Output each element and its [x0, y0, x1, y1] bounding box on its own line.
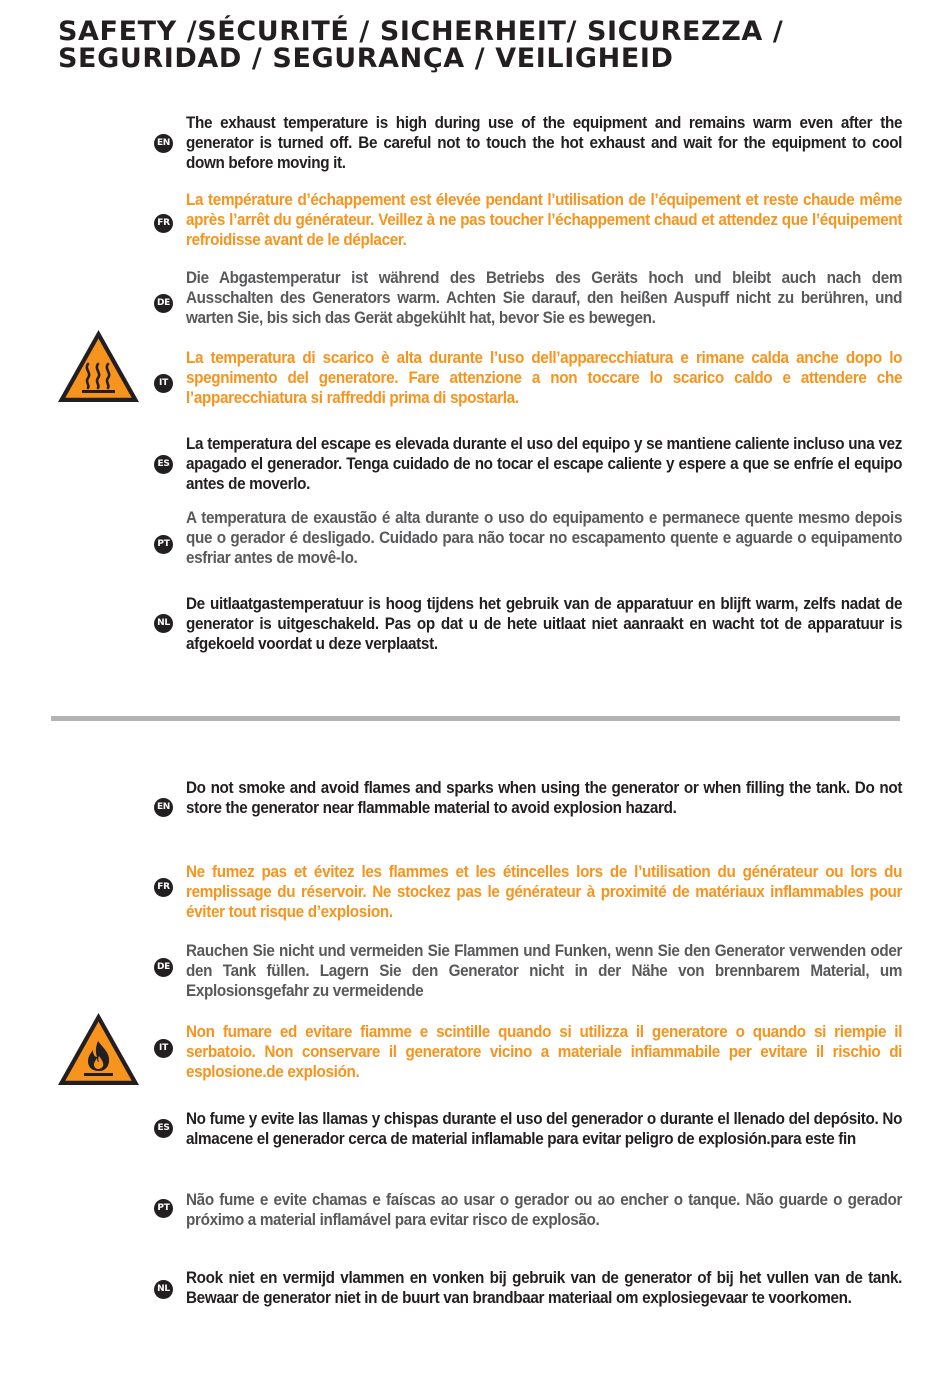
lang-badge-it: IT: [154, 374, 173, 393]
hot-exhaust-text-nl: De uitlaatgastemperatuur is hoog tijdens het gebruik van de apparatuur en blijft warm, zelfs nadat de generator is uitgeschakeld. Pas op dat u de hete uitlaat niet aanraakt en wacht tot de apparatuur is afgekoeld voordat u deze verplaatst.: [186, 595, 903, 653]
lang-badge-en: EN: [154, 134, 173, 153]
lang-badge-fr: FR: [154, 214, 173, 233]
lang-badge-nl: NL: [154, 1280, 173, 1299]
flammable-text-fr: Ne fumez pas et évitez les flammes et les étincelles lors de l’utilisation du générateur ou lors du remplissage du réservoir. Ne stockez pas le générateur à proximité de matériaux inflammables pour éviter tout risque d’explosion.: [186, 863, 903, 921]
hot-exhaust-text-de: Die Abgastemperatur ist während des Betriebs des Geräts hoch und bleibt auch nach dem Ausschalten des Generators warm. Achten Sie darauf, den heißen Auspuff nicht zu berühren, und warten Sie, bis sich das Gerät abgekühlt hat, bevor Sie es bewegen.: [186, 269, 903, 327]
lang-badge-es: ES: [154, 455, 173, 474]
section-divider: [51, 716, 900, 721]
flammable-warning-icon: [56, 1011, 141, 1087]
lang-badge-pt: PT: [154, 1199, 173, 1218]
hot-exhaust-text-pt: A temperatura de exaustão é alta durante o uso do equipamento e permanece quente mesmo depois que o gerador é desligado. Cuidado para não tocar no escapamento quente e aguarde o equipamento esfriar antes de movê-lo.: [186, 509, 903, 567]
lang-badge-nl: NL: [154, 614, 173, 633]
page-title-line-1: SAFETY /SÉCURITÉ / SICHERHEIT/ SICUREZZA /: [58, 16, 784, 47]
flammable-text-pt: Não fume e evite chamas e faíscas ao usar o gerador ou ao encher o tanque. Não guarde o gerador próximo a material inflamável para evitar risco de explosão.: [186, 1191, 903, 1229]
flammable-text-nl: Rook niet en vermijd vlammen en vonken bij gebruik van de generator of bij het vullen van de tank. Bewaar de generator niet in de buurt van brandbaar materiaal om explosiegevaar te voorkomen.: [186, 1269, 903, 1307]
flammable-text-de: Rauchen Sie nicht und vermeiden Sie Flammen und Funken, wenn Sie den Generator verwenden oder den Tank füllen. Lagern Sie den Generator nicht in der Nähe von brennbarem Material, um Explosionsgefahr zu vermeidende: [186, 942, 903, 1000]
lang-badge-pt: PT: [154, 535, 173, 554]
lang-badge-it: IT: [154, 1039, 173, 1058]
hot-exhaust-text-es: La temperatura del escape es elevada durante el uso del equipo y se mantiene caliente incluso una vez apagado el generador. Tenga cuidado de no tocar el escape caliente y espere a que se enfríe el equipo antes de moverlo.: [186, 435, 903, 493]
flammable-text-it: Non fumare ed evitare fiamme e scintille quando si utilizza il generatore o quando si riempie il serbatoio. Non conservare il generatore vicino a materiale infiammabile per evitare il rischio di esplosione.de explosión.: [186, 1023, 903, 1081]
flammable-text-en: Do not smoke and avoid flames and sparks when using the generator or when filling the tank. Do not store the generator near flammable material to avoid explosion hazard.: [186, 779, 903, 817]
lang-badge-fr: FR: [154, 878, 173, 897]
lang-badge-de: DE: [154, 958, 173, 977]
hot-exhaust-text-fr: La température d’échappement est élevée pendant l’utilisation de l’équipement et reste chaude même après l’arrêt du générateur. Veillez à ne pas toucher l’échappement chaud et attendez que l’équipement refroidisse avant de le déplacer.: [186, 191, 903, 249]
hot-surface-warning-icon: [56, 328, 141, 404]
lang-badge-es: ES: [154, 1119, 173, 1138]
page-title: [58, 18, 918, 72]
lang-badge-de: DE: [154, 294, 173, 313]
page-title-line-2: SEGURIDAD / SEGURANÇA / VEILIGHEID: [58, 43, 674, 74]
lang-badge-en: EN: [154, 798, 173, 817]
flammable-text-es: No fume y evite las llamas y chispas durante el uso del generador o durante el llenado del depósito. No almacene el generador cerca de material inflamable para evitar peligro de explosión.para este fin: [186, 1110, 903, 1148]
hot-exhaust-text-it: La temperatura di scarico è alta durante l’uso dell’apparecchiatura e rimane calda anche dopo lo spegnimento del generatore. Fare attenzione a non toccare lo scarico caldo e attendere che l’apparecchiatura si raffreddi prima di spostarla.: [186, 349, 903, 407]
hot-exhaust-text-en: The exhaust temperature is high during use of the equipment and remains warm even after the generator is turned off. Be careful not to touch the hot exhaust and wait for the equipment to cool down before moving it.: [186, 114, 903, 172]
